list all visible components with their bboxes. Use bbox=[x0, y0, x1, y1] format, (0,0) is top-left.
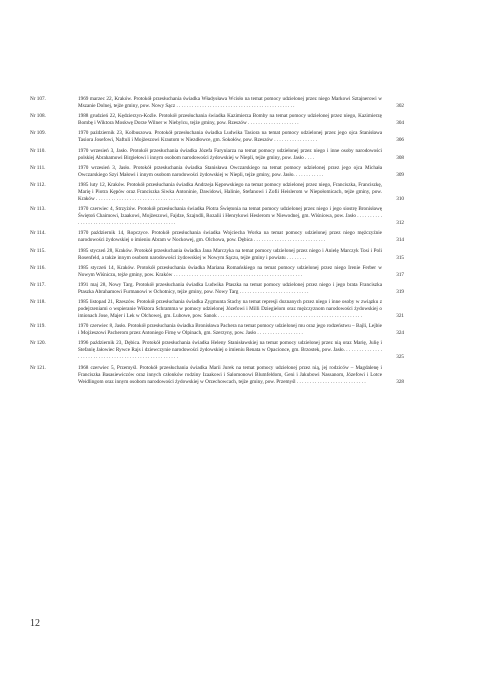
entry-number: Nr 118. bbox=[30, 299, 46, 306]
entry-description: 1970 październik 23, Kolbuszowa. Protokół przesłuchania świadka Ludwika Tasiora na temat pomocy udzielonej przez jego ojca Stanisława Tasiora Josefowi, Naftuli i Mojżeszowi Krautom w Niezdłowce, gm. Sokołów, pow. Rzeszów . . . . . . . . . . . . . . . . . bbox=[78, 130, 382, 144]
entry-page-number: 319 bbox=[396, 288, 404, 295]
toc-entry bbox=[30, 96, 408, 110]
entry-page-number: 314 bbox=[396, 237, 404, 244]
entry-number: Nr 110. bbox=[30, 147, 46, 154]
entry-number: Nr 113. bbox=[30, 206, 46, 213]
entry-number: Nr 114. bbox=[30, 230, 46, 237]
entry-description: 1985 listopad 21, Rzeszów. Protokół przesłuchania świadka Zygmunta Stachy na temat represji doznanych przez niego i inne osoby w związku z podejrzeniami o wspieranie Wiktora Schramma w pomocy udzielonej Józefowi i Milli Dziegielom oraz mężczyznom narodowości żydowskiej o imionach Jose, Majer i Lek w Olchowej, gm. Lubowe, pow. Sanok . . . . . . . . . . . . . . . . . . . . . . . . . . . . . . . . . . . . . . . . . . . . . . . . . . . . . . . . bbox=[78, 299, 382, 320]
entry-page-number: 312 bbox=[396, 220, 404, 227]
toc-entry bbox=[30, 164, 408, 179]
entry-page-number: 328 bbox=[396, 378, 404, 385]
toc-entry bbox=[30, 181, 408, 203]
toc-entry bbox=[30, 147, 408, 162]
entry-number: Nr 120. bbox=[30, 340, 46, 347]
toc-entry bbox=[30, 264, 408, 279]
entry-number: Nr 111. bbox=[30, 164, 46, 171]
toc-entry bbox=[30, 323, 408, 337]
toc-entry bbox=[30, 230, 408, 244]
entry-page-number: 317 bbox=[396, 271, 404, 278]
toc-entry bbox=[30, 113, 408, 127]
toc-entry bbox=[30, 130, 408, 144]
entry-number: Nr 108. bbox=[30, 113, 46, 120]
entry-description: 1985 styczeń 14, Kraków. Protokół przesłuchania świadka Mariana Romańskiego na temat pomocy udzielonej przez niego Irenie Ferber w Nowym Wiśniczu, tejże gminy, pow. Kraków . . . . . . . . . . . . . . . . . . . . . . . . . . . . . . . . . . . . . . . . . . . . . . . . . . bbox=[78, 264, 382, 278]
entry-description: 1985 luty 12, Kraków. Protokół przesłuchania świadka Andrzeja Kępowskiego na temat pomocy udzielonej przez niego, Franciszka, Franciszkę, Marię i Piotra Kępów oraz Franciszka Siwka Antoninie, Dawidowi, Halinie, Stefanowi i Zofii Heislerom w Niepołomicach, tejże gminy, pow. Kraków . . . . . . . . . . . . . . . . . . . . . . . . . . . . . . . . . . bbox=[78, 181, 382, 202]
toc-entry bbox=[30, 364, 408, 386]
toc-entry bbox=[30, 247, 408, 262]
table-of-contents bbox=[30, 96, 408, 389]
entry-description: 1970 czerwiec 8, Jasło. Protokół przesłuchania świadka Bronisława Pachera na temat pomocy udzielonej mu oraz jego rodzeństwu – Bajli, Lejbie i Mojżeszowi Pacherom przez Antoniego Firnę w Olpinach, gm. Szerzyny, pow. Jasło . . . . . . . . . . . . . . . . . . bbox=[78, 323, 382, 337]
entry-number: Nr 107. bbox=[30, 96, 46, 102]
entry-description: 1969 marzec 22, Kraków. Protokół przesłuchania świadka Władysława Wcisło na temat pomocy udzielonej przez niego Markowi Sztajnerowi w Mszanie Dolnej, tejże gminy, pow. Nowy Sącz . . . . . . . . . . . . . . . . . . . . . . . . . . . . . . . . . . . . . . . . . . . . . . bbox=[78, 96, 382, 109]
entry-description: 1970 wrzesień 3, Jasło. Protokół przesłuchania świadka Józefa Faryniarza na temat pomocy udzielonej przez niego i inne osoby narodowości polskiej Abrahamowi Birgiełowi i innym osobom narodowości żydowskiej w Niepli, tejże gminy, pow. Jasło . . . . bbox=[78, 147, 382, 161]
entry-page-number: 315 bbox=[396, 254, 404, 261]
entry-description: 1970 czerwiec 4, Strzyżów. Protokół przesłuchania świadka Piotra Świętonia na temat pomocy udzielonej przez niego i jego siostrę Bronisławę Świętoń Chaimowi, Izaakowi, Mojżeszowi, Fajdze, Szajndli, Rozalii i Henrykowi Heslerom w Niewodnej, gm. Wiśniowa, pow. Jasło . . . . . . . . . . . . . . . . . . . . . . . . . . . . . . . . . . . . . . . . . . . . . . . . bbox=[78, 206, 382, 227]
entry-description: 1968 czerwiec 5, Przemyśl. Protokół przesłuchania świadka Marii Jurek na temat pomocy udzielonej przez nią, jej rodziców – Magdalenę i Franciszka Basasiewiczów oraz innych członków rodziny Izaakowi i Salomonowi Blumfeldom, Geni i Jakubowi Nassanom, Józefowi i Lotce Weidlingom oraz innym osobom narodowości żydowskiej w Orzechowcach, tejże gminy, pow. Przemyśl . . . . . . . . . . . . . . . . . . . . . . . . . . . bbox=[78, 364, 382, 385]
entry-description: 1970 październik 14, Ropczyce. Protokół przesłuchania świadka Wojciecha Worka na temat pomocy udzielonej przez niego mężczyźnie narodowości żydowskiej o imieniu Abram w Nockowej, gm. Olchowa, pow. Dębica . . . . . . . . . . . . . . . . . . . . . . . . . . . . bbox=[78, 230, 382, 244]
entry-page-number: 309 bbox=[396, 171, 404, 178]
entry-number: Nr 115. bbox=[30, 247, 46, 254]
entry-description: 1985 styczeń 28, Kraków. Protokół przesłuchania świadka Jana Marczyka na temat pomocy udzielonej przez niego i Anielę Marczyk Tosi i Poli Rosenfeld, a także innym osobom narodowości żydowskiej w Nowym Sączu, tejże gminy i powiatu . . . . . . . . bbox=[78, 247, 382, 261]
entry-description: 1991 maj 28, Nowy Targ. Protokół przesłuchania świadka Ludwika Ptaszka na temat pomocy udzielonej przez niego i jego brata Franciszka Ptaszka Abrahamowi Furmanowi w Ochotnicy, tejże gminy, pow. Nowy Targ . . . . . . . . . . . . . . . . . . . . . . . . . . . bbox=[78, 281, 382, 295]
entry-number: Nr 117. bbox=[30, 281, 46, 288]
entry-page-number: 308 bbox=[396, 154, 404, 161]
entry-number: Nr 121. bbox=[30, 364, 46, 371]
entry-description: 1996 październik 23, Dębica. Protokół przesłuchania świadka Heleny Stanisławskiej na temat pomocy udzielonej przez nią oraz Marię, Julię i Stefanię Jałowiec Rywce Rajs i dziewczynie narodowości żydowskiej o imieniu Renata w Opacionce, gm. Brzostek, pow. Jasło. . . . . . . . . . . . . . . . . . . . . . . . . . . . . . . . . . . . . . . . . . . . . . . . . . . . . . bbox=[78, 340, 382, 361]
toc-entry bbox=[30, 206, 408, 227]
entry-description: 1970 wrzesień 3, Jasło. Protokół przesłuchania świadka Stanisława Owczarskiego na temat pomocy udzielonej przez jego ojca Michała Owczarskiego Szyi Małowi i innym osobom narodowości żydowskiej w Niepli, tejże gminy, pow. Jasło. . . . . . . . . . . . bbox=[78, 164, 382, 178]
entry-description: 1988 grudzień 22, Kędzierzyn-Koźle. Protokół przesłuchania świadka Kazimierza Bomby na temat pomocy udzielonej przez niego, Kazimierzę Bombę i Wiktora Moskwę Dorze Wilner w Niebylcu, tejże gminy, pow. Rzeszów . . . . . . . . . . . . . . . . . . . . bbox=[78, 113, 382, 127]
toc-entry bbox=[30, 340, 408, 361]
entry-page-number: 310 bbox=[396, 195, 404, 202]
entry-page-number: 324 bbox=[396, 330, 404, 337]
entry-page-number: 325 bbox=[396, 354, 404, 361]
entry-number: Nr 116. bbox=[30, 264, 46, 271]
entry-number: Nr 109. bbox=[30, 130, 46, 137]
page-number: 12 bbox=[30, 618, 40, 629]
entry-page-number: 321 bbox=[396, 313, 404, 320]
entry-page-number: 306 bbox=[396, 137, 404, 144]
entry-number: Nr 112. bbox=[30, 181, 46, 188]
entry-number: Nr 119. bbox=[30, 323, 46, 330]
toc-entry bbox=[30, 281, 408, 296]
entry-page-number: 304 bbox=[396, 120, 404, 127]
toc-entry bbox=[30, 299, 408, 320]
entry-page-number: 302 bbox=[396, 103, 404, 109]
